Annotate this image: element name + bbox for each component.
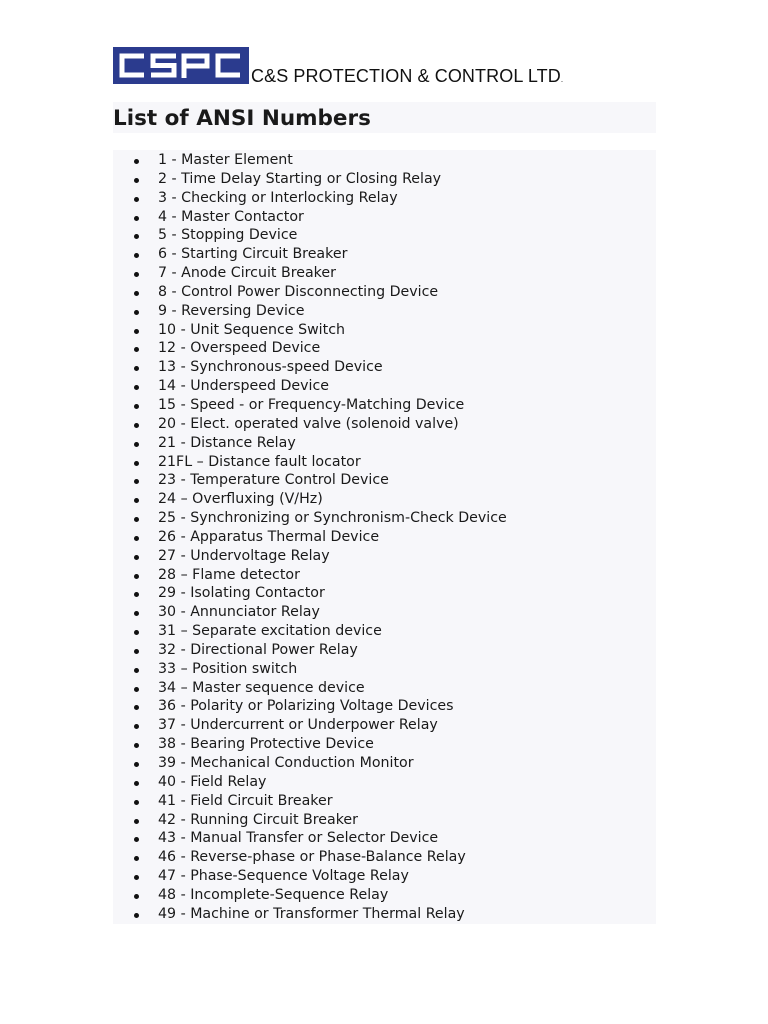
bullet-icon xyxy=(134,310,139,315)
list-item-text: 7 - Anode Circuit Breaker xyxy=(158,265,336,282)
bullet-icon xyxy=(134,687,139,692)
bullet-icon xyxy=(134,743,139,748)
list-item-text: 29 - Isolating Contactor xyxy=(158,585,325,602)
list-item xyxy=(113,358,507,377)
bullet-icon xyxy=(134,555,139,560)
cspc-logo-mark xyxy=(113,47,249,84)
bullet-icon xyxy=(134,461,139,466)
bullet-icon xyxy=(134,649,139,654)
list-item xyxy=(113,377,507,396)
page-header xyxy=(113,47,633,87)
list-item xyxy=(113,735,507,754)
list-item xyxy=(113,226,507,245)
list-item xyxy=(113,584,507,603)
bullet-icon xyxy=(134,197,139,202)
bullet-icon xyxy=(134,442,139,447)
list-item-text: 48 - Incomplete-Sequence Relay xyxy=(158,886,389,903)
bullet-icon xyxy=(134,159,139,164)
list-item-text: 39 - Mechanical Conduction Monitor xyxy=(158,755,414,771)
bullet-icon xyxy=(134,479,139,484)
bullet-icon xyxy=(134,498,139,503)
list-item xyxy=(113,754,507,773)
list-item-text: 33 – Position switch xyxy=(158,660,298,677)
list-item-text: 10 - Unit Sequence Switch xyxy=(158,321,345,338)
bullet-icon xyxy=(134,536,139,541)
list-item xyxy=(113,245,507,264)
list-item-text: 21FL – Distance fault locator xyxy=(158,453,361,470)
list-item xyxy=(113,264,507,283)
bullet-icon xyxy=(134,178,139,183)
list-item-text: 36 - Polarity or Polarizing Voltage Devices xyxy=(158,698,454,715)
list-item xyxy=(113,189,507,208)
list-item-text: 28 – Flame detector xyxy=(158,566,300,583)
list-item xyxy=(113,434,507,453)
list-item xyxy=(113,716,507,735)
list-item-text: 42 - Running Circuit Breaker xyxy=(158,811,358,828)
list-item xyxy=(113,811,507,830)
list-item-text: 5 - Stopping Device xyxy=(158,227,298,244)
list-item-text: 40 - Field Relay xyxy=(158,773,267,790)
bullet-icon xyxy=(134,668,139,673)
list-item-text: 41 - Field Circuit Breaker xyxy=(158,792,333,809)
list-item xyxy=(113,547,507,566)
list-item-text: 49 - Machine or Transformer Thermal Relay xyxy=(158,905,465,922)
list-item-text: 26 - Apparatus Thermal Device xyxy=(158,528,380,545)
list-item-text: 24 – Overfluxing (V/Hz) xyxy=(158,491,323,508)
list-item-text: 31 – Separate excitation device xyxy=(158,623,382,640)
company-name-text: C&S PROTECTION & CONTROL LTD xyxy=(251,66,561,86)
bullet-icon xyxy=(134,329,139,334)
company-name-suffix: . xyxy=(560,75,564,84)
bullet-icon xyxy=(134,781,139,786)
bullet-icon xyxy=(134,347,139,352)
list-item xyxy=(113,151,507,170)
company-name xyxy=(251,66,563,87)
list-item-text: 46 - Reverse-phase or Phase-Balance Relay xyxy=(158,849,466,866)
list-item xyxy=(113,302,507,321)
list-item-text: 32 - Directional Power Relay xyxy=(158,641,358,658)
list-item-text: 4 - Master Contactor xyxy=(158,208,304,225)
list-item-text: 14 - Underspeed Device xyxy=(158,378,330,395)
bullet-icon xyxy=(134,856,139,861)
list-item xyxy=(113,509,507,528)
list-item-text: 9 - Reversing Device xyxy=(158,302,305,319)
list-item xyxy=(113,848,507,867)
page-title: List of ANSI Numbers xyxy=(113,106,371,131)
list-item xyxy=(113,603,507,622)
list-item xyxy=(113,415,507,434)
bullet-icon xyxy=(134,404,139,409)
bullet-icon xyxy=(134,837,139,842)
list-item-text: 27 - Undervoltage Relay xyxy=(158,547,330,564)
bullet-icon xyxy=(134,216,139,221)
list-item xyxy=(113,792,507,811)
list-item-text: 8 - Control Power Disconnecting Device xyxy=(158,283,439,300)
bullet-icon xyxy=(134,762,139,767)
bullet-icon xyxy=(134,517,139,522)
list-item-text: 15 - Speed - or Frequency-Matching Device xyxy=(158,396,465,413)
list-item xyxy=(113,773,507,792)
bullet-icon xyxy=(134,611,139,616)
cspc-logo xyxy=(113,47,249,84)
list-item xyxy=(113,283,507,302)
bullet-icon xyxy=(134,819,139,824)
bullet-icon xyxy=(134,272,139,277)
ansi-number-list xyxy=(113,151,507,924)
list-item xyxy=(113,886,507,905)
list-item-text: 30 - Annunciator Relay xyxy=(158,604,320,621)
list-item xyxy=(113,208,507,227)
bullet-icon xyxy=(134,724,139,729)
bullet-icon xyxy=(134,894,139,899)
list-item xyxy=(113,660,507,679)
bullet-icon xyxy=(134,913,139,918)
bullet-icon xyxy=(134,574,139,579)
list-item-text: 13 - Synchronous-speed Device xyxy=(158,359,383,376)
list-item xyxy=(113,339,507,358)
list-item xyxy=(113,641,507,660)
bullet-icon xyxy=(134,385,139,390)
title-bar xyxy=(113,102,656,133)
list-item xyxy=(113,905,507,924)
bullet-icon xyxy=(134,234,139,239)
list-item xyxy=(113,321,507,340)
list-item-text: 38 - Bearing Protective Device xyxy=(158,736,374,753)
list-item xyxy=(113,829,507,848)
list-item xyxy=(113,679,507,698)
bullet-icon xyxy=(134,630,139,635)
bullet-icon xyxy=(134,291,139,296)
list-item xyxy=(113,622,507,641)
list-item xyxy=(113,396,507,415)
list-item-text: 21 - Distance Relay xyxy=(158,434,296,451)
bullet-icon xyxy=(134,800,139,805)
bullet-icon xyxy=(134,423,139,428)
bullet-icon xyxy=(134,366,139,371)
list-item xyxy=(113,490,507,509)
list-item-text: 37 - Undercurrent or Underpower Relay xyxy=(158,717,438,734)
list-item-text: 2 - Time Delay Starting or Closing Relay xyxy=(158,170,442,187)
bullet-icon xyxy=(134,705,139,710)
list-item xyxy=(113,453,507,472)
list-item-text: 20 - Elect. operated valve (solenoid valve) xyxy=(158,415,459,432)
bullet-icon xyxy=(134,253,139,258)
list-item xyxy=(113,528,507,547)
list-item-text: 43 - Manual Transfer or Selector Device xyxy=(158,830,439,847)
list-item xyxy=(113,566,507,585)
list-item-text: 12 - Overspeed Device xyxy=(158,340,321,357)
list-item-text: 6 - Starting Circuit Breaker xyxy=(158,246,348,263)
list-item-text: 3 - Checking or Interlocking Relay xyxy=(158,189,398,206)
list-item-text: 23 - Temperature Control Device xyxy=(158,472,389,489)
list-item xyxy=(113,471,507,490)
list-item xyxy=(113,697,507,716)
list-item-text: 47 - Phase-Sequence Voltage Relay xyxy=(158,868,409,885)
list-item xyxy=(113,867,507,886)
bullet-icon xyxy=(134,592,139,597)
list-item-text: 34 – Master sequence device xyxy=(158,679,365,696)
list-item-text: 1 - Master Element xyxy=(158,152,293,168)
list-item xyxy=(113,170,507,189)
list-item-text: 25 - Synchronizing or Synchronism-Check Device xyxy=(158,510,507,527)
bullet-icon xyxy=(134,875,139,880)
